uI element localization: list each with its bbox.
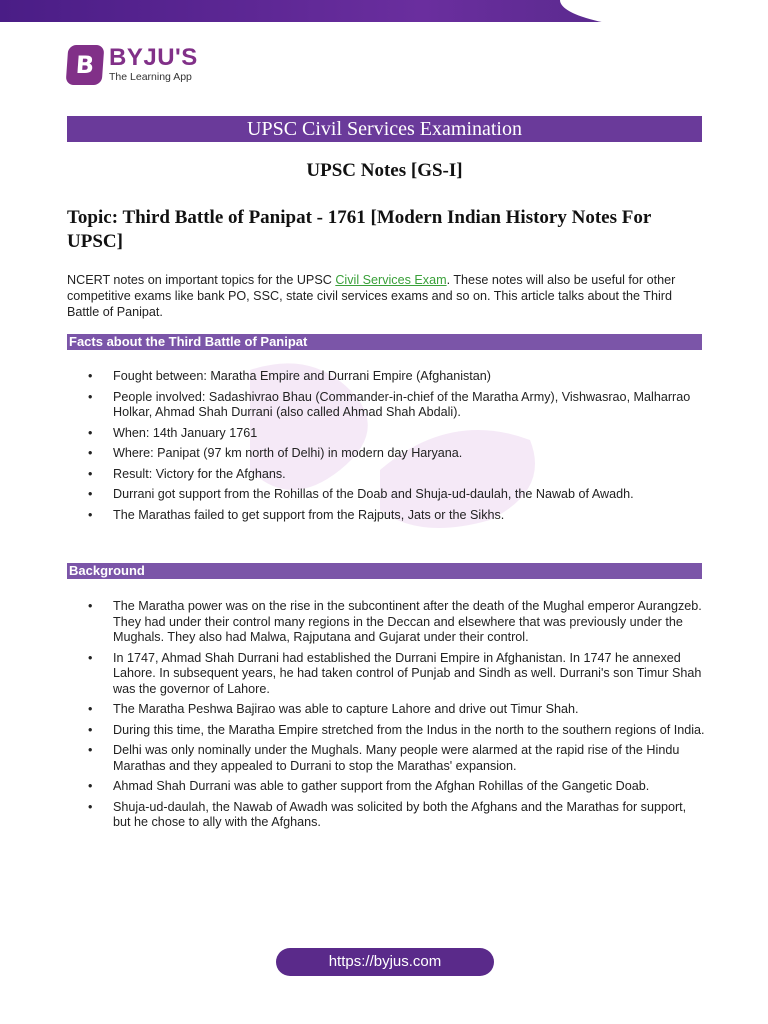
intro-text-after: . These notes will also be useful for other competitive exams like bank PO, SSC, state civil services exams and so on. This article talks about the Third Battle of Panipat. (67, 273, 676, 319)
logo-badge-letter: B (74, 51, 96, 79)
list-item: • During this time, the Maratha Empire stretched from the Indus in the north to the southern regions of India. (67, 723, 707, 739)
list-item: • Result: Victory for the Afghans. (67, 467, 707, 483)
facts-section-heading: Facts about the Third Battle of Panipat (67, 334, 702, 350)
civil-services-exam-link[interactable]: Civil Services Exam (335, 273, 447, 287)
top-bar-curve (560, 0, 768, 30)
exam-banner: UPSC Civil Services Examination (67, 116, 702, 142)
background-section-heading: Background (67, 563, 702, 579)
list-item: • The Maratha power was on the rise in the subcontinent after the death of the Mughal emperor Aurangzeb. They had under their control many regions in the Deccan and elsewhere that was previously under the Mughals. They also had Malwa, Rajputana and Gujarat under their control. (67, 599, 707, 646)
logo-text (109, 44, 198, 83)
byjus-logo (67, 44, 198, 86)
background-list (67, 599, 707, 836)
facts-list (67, 369, 707, 528)
brand-name: BYJU'S (109, 44, 198, 71)
topic-heading: Topic: Third Battle of Panipat - 1761 [Modern Indian History Notes For UPSC] (67, 207, 651, 252)
list-item: • In 1747, Ahmad Shah Durrani had established the Durrani Empire in Afghanistan. In 1747 he annexed Lahore. In subsequent years, he had taken control of Punjab and Sindh as well. Durrani's son Timur Shah was the governor of Lahore. (67, 651, 707, 698)
list-item: • The Maratha Peshwa Bajirao was able to capture Lahore and drive out Timur Shah. (67, 702, 707, 718)
list-item: • The Marathas failed to get support from the Rajputs, Jats or the Sikhs. (67, 508, 707, 524)
footer-website-link[interactable]: https://byjus.com (276, 948, 494, 976)
list-item: • When: 14th January 1761 (67, 426, 707, 442)
list-item: • Durrani got support from the Rohillas of the Doab and Shuja-ud-daulah, the Nawab of Awadh. (67, 487, 707, 503)
logo-badge-icon (66, 45, 105, 85)
list-item: • Shuja-ud-daulah, the Nawab of Awadh was solicited by both the Afghans and the Marathas for support, but he chose to ally with the Afghans. (67, 800, 707, 831)
list-item: • Delhi was only nominally under the Mughals. Many people were alarmed at the rapid rise of the Hindu Marathas and they appealed to Durrani to stop the Marathas' expansion. (67, 743, 707, 774)
list-item: • Fought between: Maratha Empire and Durrani Empire (Afghanistan) (67, 369, 707, 385)
list-item: • People involved: Sadashivrao Bhau (Commander-in-chief of the Maratha Army), Vishwasrao, Malharrao Holkar, Ahmad Shah Durrani (also called Ahmad Shah Abdali). (67, 390, 707, 421)
list-item: • Where: Panipat (97 km north of Delhi) in modern day Haryana. (67, 446, 707, 462)
intro-paragraph (67, 272, 707, 320)
notes-subtitle: UPSC Notes [GS-I] (306, 160, 463, 181)
brand-tagline: The Learning App (109, 71, 192, 83)
intro-text-before: NCERT notes on important topics for the UPSC (67, 273, 336, 287)
list-item: • Ahmad Shah Durrani was able to gather support from the Afghan Rohillas of the Gangetic Doab. (67, 779, 707, 795)
